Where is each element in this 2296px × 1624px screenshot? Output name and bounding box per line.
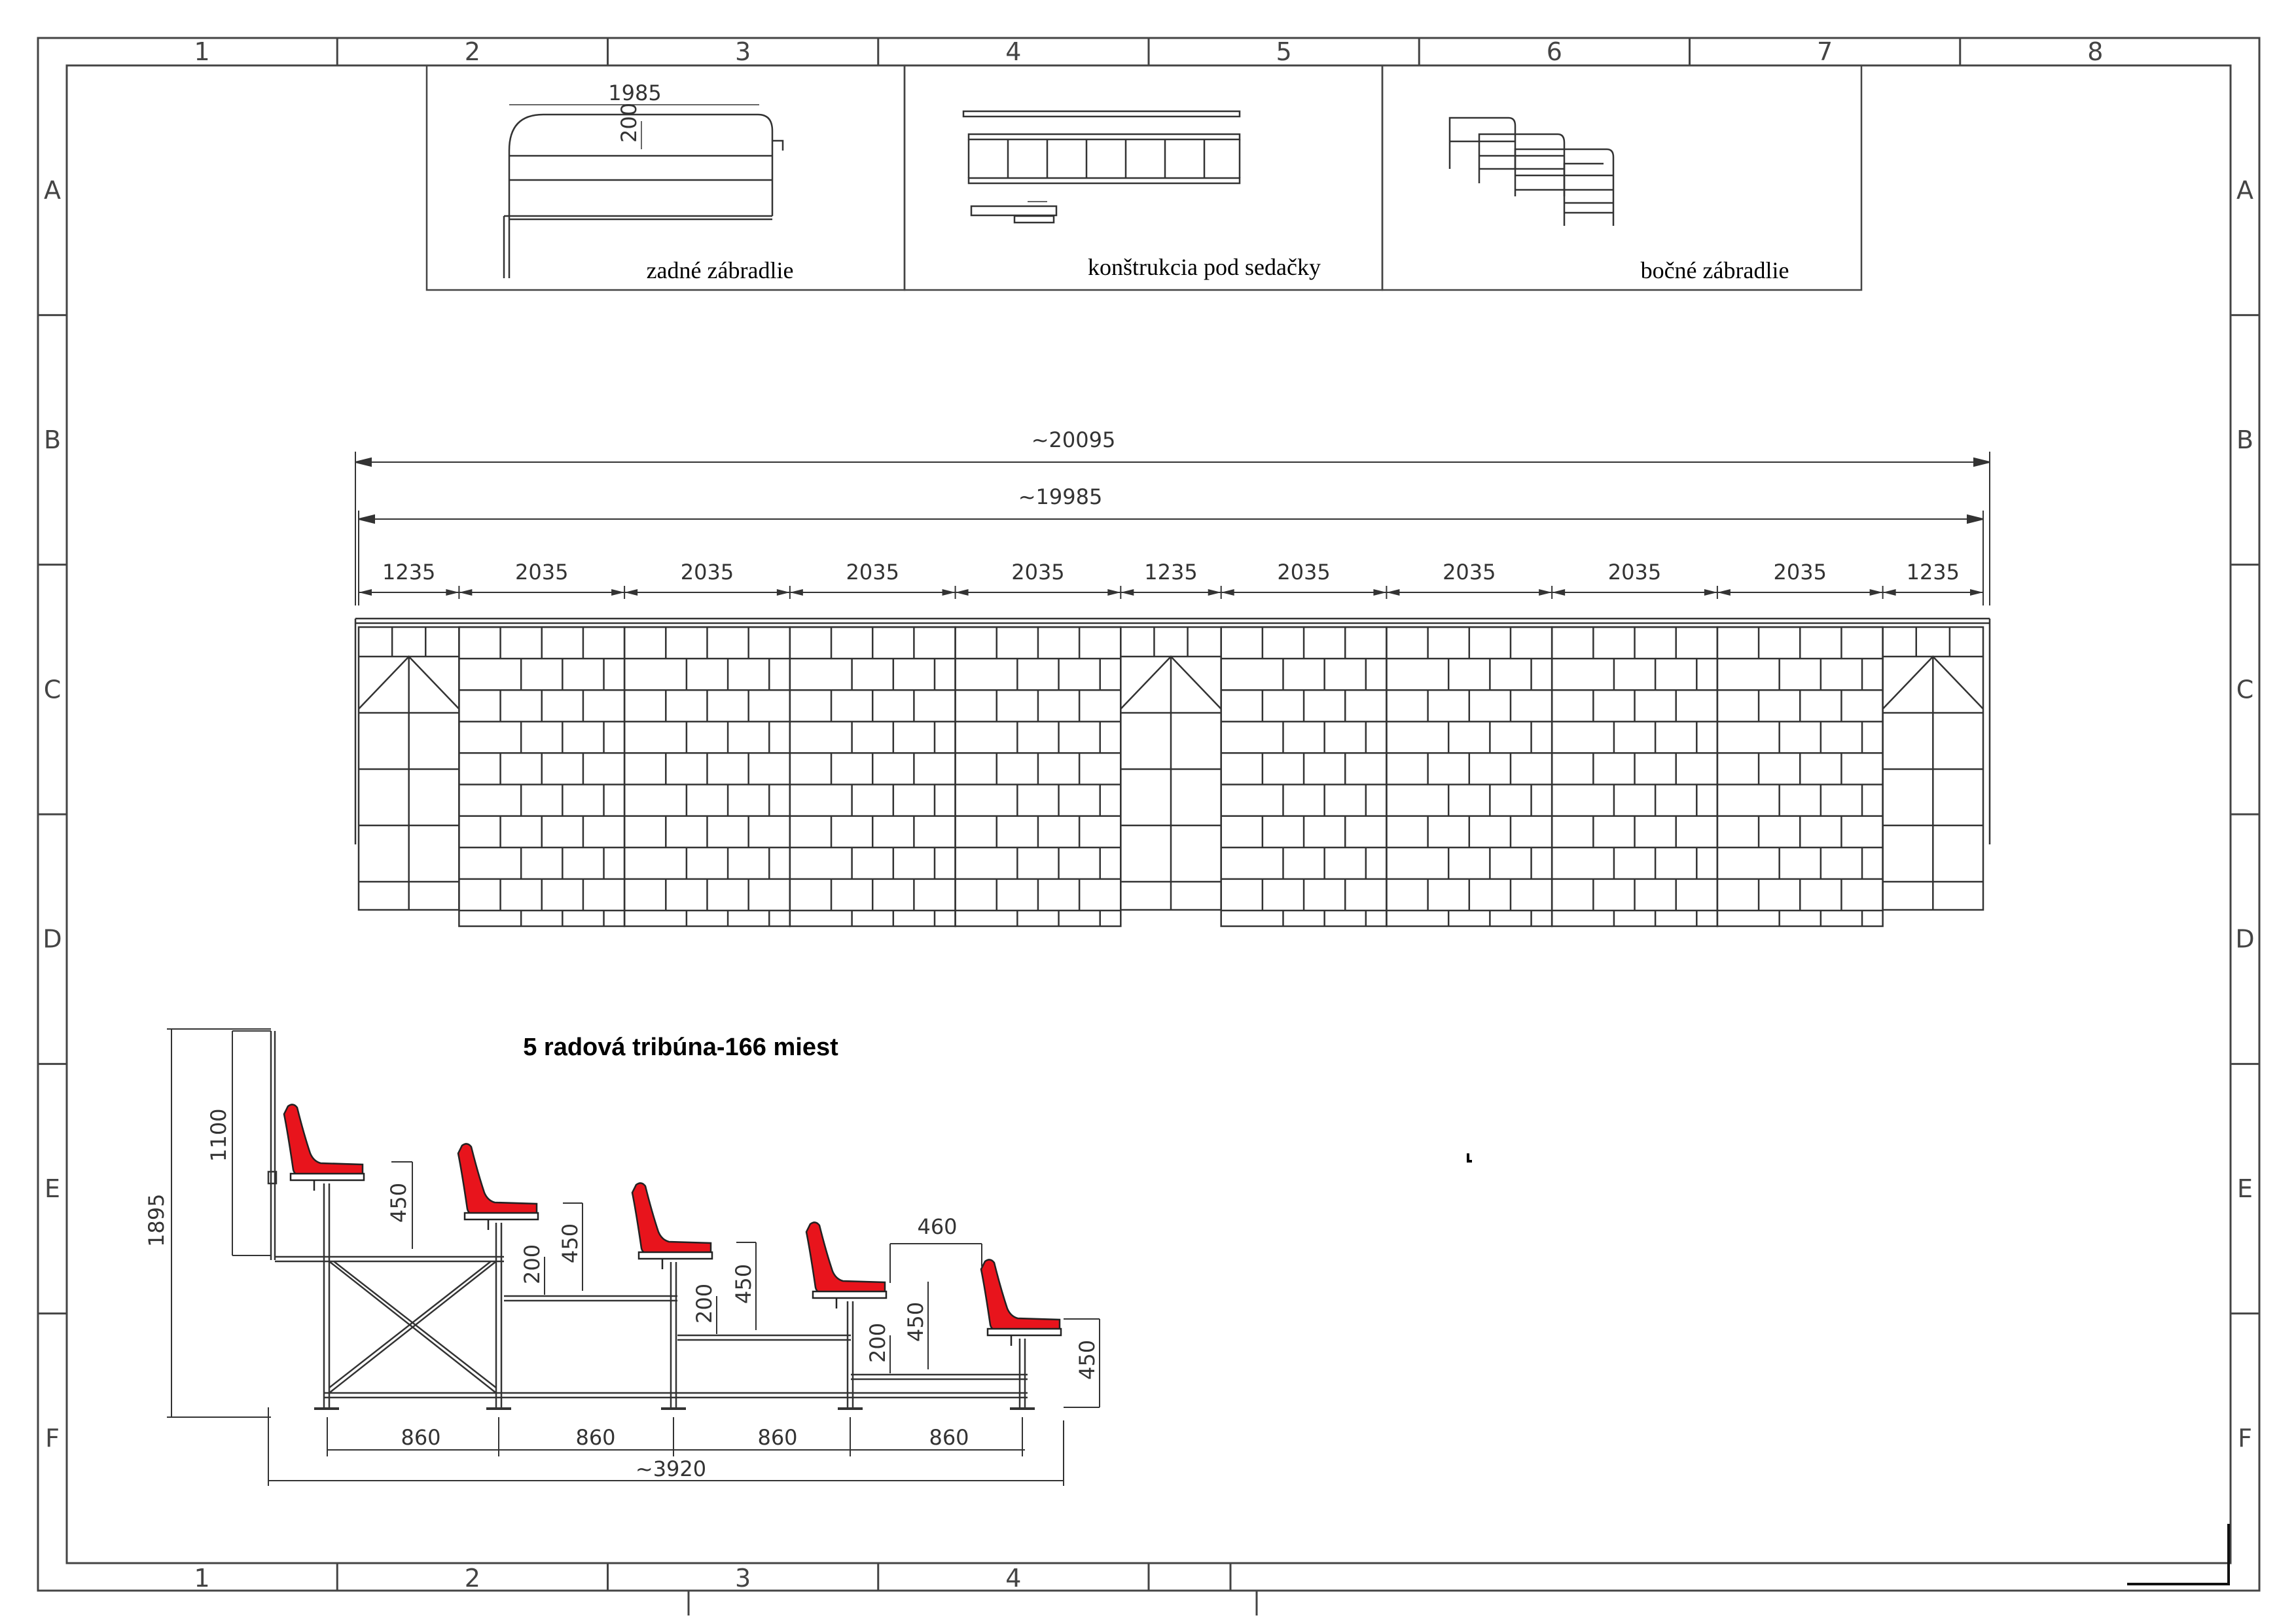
grid-row-label: A xyxy=(44,175,61,205)
grid-row-label: D xyxy=(2235,924,2255,954)
plan-segment-label: 2035 xyxy=(1443,560,1496,585)
grid-row-label: C xyxy=(43,675,62,704)
seat-shell xyxy=(458,1144,537,1214)
plan-stair-section xyxy=(1883,627,1983,910)
plan-dim-arrow xyxy=(1107,589,1121,596)
grid-row-label: E xyxy=(44,1174,61,1203)
plan-dim-arrow xyxy=(1552,589,1565,596)
section-rise-height-3: 450 xyxy=(731,1263,756,1304)
section-step-height-3: 200 xyxy=(865,1322,890,1363)
grid-row-label: B xyxy=(2236,425,2254,454)
seat-frame xyxy=(465,1213,538,1219)
plan-dim-arrow xyxy=(1970,589,1983,596)
plan-segment-label: 1235 xyxy=(382,560,436,585)
grid-column-label: 2 xyxy=(464,1564,480,1593)
grid-column-label: 4 xyxy=(1005,1564,1022,1593)
rear-railing-width-label: 1985 xyxy=(608,81,662,105)
plan-segment-label: 2035 xyxy=(515,560,569,585)
section-rise-height-1: 450 xyxy=(386,1182,411,1223)
side-railing-detail xyxy=(1450,118,1613,226)
grid-row-label: C xyxy=(2236,675,2254,704)
section-row-spacing-3: 860 xyxy=(757,1425,798,1450)
grid-column-label: 3 xyxy=(735,37,751,66)
section-step-height-2: 200 xyxy=(692,1283,717,1324)
grid-row-label: D xyxy=(43,924,62,954)
plan-seat-section xyxy=(624,627,790,926)
plan-view xyxy=(355,619,1990,926)
section-seat-pitch: 460 xyxy=(917,1214,958,1239)
plan-dim-arrow xyxy=(359,589,372,596)
plan-dim-arrow xyxy=(1386,589,1399,596)
grid-column-label: 1 xyxy=(194,37,210,66)
plan-segment-labels xyxy=(382,560,1960,585)
plan-segment-label: 2035 xyxy=(846,560,899,585)
section-total-height: 1895 xyxy=(144,1193,169,1247)
plan-dim-arrow xyxy=(1208,589,1221,596)
grid-column-label: 4 xyxy=(1005,37,1022,66)
seat-frame xyxy=(988,1329,1061,1335)
plan-stair-section xyxy=(1121,627,1221,910)
rear-railing-caption: zadné zábradlie xyxy=(646,257,794,283)
plan-segment-label: 2035 xyxy=(680,560,734,585)
section-rise-height-4: 450 xyxy=(903,1301,928,1342)
plan-segment-label: 1235 xyxy=(1906,560,1960,585)
grid-column-label: 5 xyxy=(1276,37,1292,66)
grid-column-label: 8 xyxy=(2087,37,2104,66)
section-railing-height: 1100 xyxy=(206,1108,231,1162)
grid-column-label: 3 xyxy=(735,1564,751,1593)
plan-dim-arrow xyxy=(1704,589,1717,596)
plan-dim-arrow xyxy=(459,589,472,596)
section-rise-height-5: 450 xyxy=(1075,1339,1100,1380)
plan-dim-arrow xyxy=(1121,589,1134,596)
plan-dim-arrow xyxy=(1539,589,1552,596)
seat-frame-detail xyxy=(963,111,1240,223)
section-row-spacing-2: 860 xyxy=(575,1425,616,1450)
plan-seat-section xyxy=(1221,627,1387,926)
seat xyxy=(981,1259,1061,1346)
plan-overall-width: ~20095 xyxy=(1031,427,1116,452)
section-total-depth: ~3920 xyxy=(635,1456,707,1481)
section-row-spacing-1: 860 xyxy=(401,1425,441,1450)
plan-dim-arrow xyxy=(1883,589,1896,596)
plan-seat-section xyxy=(1717,627,1883,926)
plan-segment-label: 2035 xyxy=(1773,560,1827,585)
stray-mark xyxy=(1468,1153,1472,1161)
plan-seat-section xyxy=(790,627,956,926)
seat xyxy=(806,1222,886,1308)
section-step-height-1: 200 xyxy=(520,1244,545,1284)
plan-seat-section xyxy=(459,627,624,926)
grid-row-label: B xyxy=(43,425,62,454)
grid-row-label: A xyxy=(2236,175,2253,205)
plan-seat-section xyxy=(1552,627,1717,926)
plan-dim-arrow xyxy=(1221,589,1234,596)
grid-column-label: 7 xyxy=(1817,37,1833,66)
plan-dim-arrow xyxy=(956,589,969,596)
grid-row-label: F xyxy=(2238,1424,2252,1453)
plan-segment-label: 1235 xyxy=(1144,560,1198,585)
seat-shell xyxy=(632,1183,711,1254)
plan-segment-label: 2035 xyxy=(1277,560,1331,585)
plan-segment-label: 2035 xyxy=(1011,560,1065,585)
seat xyxy=(284,1104,364,1191)
grid-column-label: 2 xyxy=(464,37,480,66)
section-rise-height-2: 450 xyxy=(558,1223,583,1263)
plan-seat-section xyxy=(1386,627,1552,926)
plan-stair-section xyxy=(359,627,459,910)
seat-shell xyxy=(284,1104,363,1175)
grid-column-label: 1 xyxy=(194,1564,210,1593)
seat-frame xyxy=(291,1174,364,1180)
plan-seat-section xyxy=(956,627,1121,926)
plan-dim-arrow xyxy=(777,589,790,596)
plan-dim-arrow xyxy=(611,589,624,596)
plan-dim-arrow xyxy=(446,589,459,596)
plan-segment-label: 2035 xyxy=(1607,560,1662,585)
grid-column-label: 6 xyxy=(1546,37,1562,66)
plan-dim-arrow xyxy=(624,589,637,596)
section-title: 5 radová tribúna-166 miest xyxy=(523,1034,838,1061)
seat xyxy=(458,1144,538,1230)
rear-railing-detail xyxy=(504,102,783,278)
seat-frame xyxy=(813,1291,886,1298)
seat-frame-caption: konštrukcia pod sedačky xyxy=(1088,254,1321,280)
seat-shell xyxy=(981,1259,1060,1330)
plan-dim-arrow xyxy=(790,589,803,596)
plan-dim-arrow xyxy=(942,589,956,596)
plan-dim-arrow xyxy=(1717,589,1731,596)
rear-railing-height-label: 200 xyxy=(617,102,641,143)
plan-dim-arrow xyxy=(1870,589,1883,596)
section-row-spacing-4: 860 xyxy=(929,1425,969,1450)
seat-shell xyxy=(806,1222,885,1293)
grid-row-label: F xyxy=(45,1424,60,1453)
plan-inner-width: ~19985 xyxy=(1018,484,1103,509)
grid-row-label: E xyxy=(2236,1174,2253,1203)
side-railing-caption: bočné zábradlie xyxy=(1640,257,1789,283)
seat-frame xyxy=(639,1252,712,1259)
seat xyxy=(632,1183,712,1269)
plan-dim-arrow xyxy=(1373,589,1386,596)
